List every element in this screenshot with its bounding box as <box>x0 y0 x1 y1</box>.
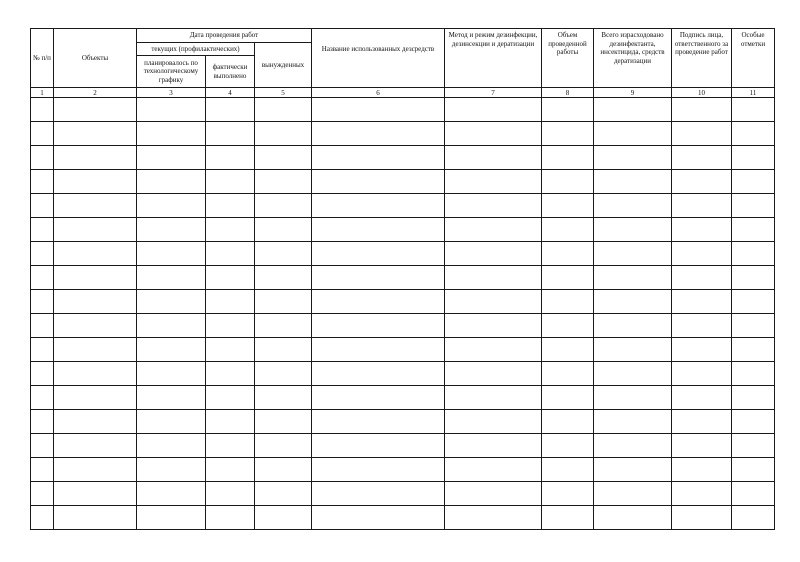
table-row <box>31 458 775 482</box>
table-cell[interactable] <box>672 482 732 506</box>
table-cell[interactable] <box>312 98 445 122</box>
table-row <box>31 266 775 290</box>
table-cell[interactable] <box>137 410 206 434</box>
table-cell[interactable] <box>672 386 732 410</box>
table-row <box>31 242 775 266</box>
table-cell[interactable] <box>255 338 312 362</box>
table-cell[interactable] <box>137 218 206 242</box>
table-cell[interactable] <box>31 266 54 290</box>
table-row <box>31 314 775 338</box>
table-cell[interactable] <box>206 146 255 170</box>
table-cell[interactable] <box>445 362 542 386</box>
table-cell[interactable] <box>732 506 775 530</box>
table-cell[interactable] <box>542 386 594 410</box>
table-cell[interactable] <box>255 218 312 242</box>
table-cell[interactable] <box>255 482 312 506</box>
table-cell[interactable] <box>54 266 137 290</box>
table-cell[interactable] <box>137 266 206 290</box>
table-cell[interactable] <box>206 362 255 386</box>
table-cell[interactable] <box>312 362 445 386</box>
table-row <box>31 434 775 458</box>
table-cell[interactable] <box>445 242 542 266</box>
column-number: 2 <box>54 88 137 98</box>
table-cell[interactable] <box>54 338 137 362</box>
table-cell[interactable] <box>312 242 445 266</box>
table-cell[interactable] <box>137 314 206 338</box>
table-cell[interactable] <box>137 122 206 146</box>
column-number: 6 <box>312 88 445 98</box>
table-cell[interactable] <box>542 242 594 266</box>
table-cell[interactable] <box>54 458 137 482</box>
table-cell[interactable] <box>732 410 775 434</box>
table-cell[interactable] <box>54 290 137 314</box>
table-cell[interactable] <box>31 434 54 458</box>
table-cell[interactable] <box>542 122 594 146</box>
table-cell[interactable] <box>672 122 732 146</box>
table-cell[interactable] <box>312 194 445 218</box>
table-cell[interactable] <box>672 266 732 290</box>
header-date-group: Дата проведения работ <box>137 29 312 43</box>
table-cell[interactable] <box>672 242 732 266</box>
column-number: 3 <box>137 88 206 98</box>
table-row <box>31 482 775 506</box>
table-cell[interactable] <box>542 170 594 194</box>
table-cell[interactable] <box>445 386 542 410</box>
table-cell[interactable] <box>445 410 542 434</box>
table-cell[interactable] <box>54 506 137 530</box>
table-cell[interactable] <box>732 98 775 122</box>
table-cell[interactable] <box>732 362 775 386</box>
column-number: 5 <box>255 88 312 98</box>
table-cell[interactable] <box>672 290 732 314</box>
table-cell[interactable] <box>31 242 54 266</box>
column-number: 4 <box>206 88 255 98</box>
table-cell[interactable] <box>255 290 312 314</box>
table-cell[interactable] <box>31 458 54 482</box>
table-cell[interactable] <box>594 218 672 242</box>
table-cell[interactable] <box>255 314 312 338</box>
header-no: № п/п <box>31 29 54 88</box>
table-row <box>31 338 775 362</box>
table-row <box>31 290 775 314</box>
table-cell[interactable] <box>594 362 672 386</box>
table-cell[interactable] <box>31 194 54 218</box>
table-cell[interactable] <box>206 218 255 242</box>
table-cell[interactable] <box>445 122 542 146</box>
table-cell[interactable] <box>732 122 775 146</box>
table-cell[interactable] <box>672 218 732 242</box>
table-cell[interactable] <box>445 338 542 362</box>
table-cell[interactable] <box>672 362 732 386</box>
table-cell[interactable] <box>54 362 137 386</box>
table-cell[interactable] <box>542 194 594 218</box>
table-cell[interactable] <box>594 122 672 146</box>
table-row <box>31 194 775 218</box>
table-row <box>31 146 775 170</box>
table-cell[interactable] <box>542 146 594 170</box>
table-cell[interactable] <box>445 170 542 194</box>
header-notes: Особые отметки <box>732 29 775 88</box>
table-cell[interactable] <box>542 506 594 530</box>
table-row <box>31 170 775 194</box>
table-cell[interactable] <box>542 266 594 290</box>
table-cell[interactable] <box>206 194 255 218</box>
table-cell[interactable] <box>31 410 54 434</box>
table-cell[interactable] <box>206 170 255 194</box>
table-cell[interactable] <box>54 386 137 410</box>
table-cell[interactable] <box>137 194 206 218</box>
table-row <box>31 386 775 410</box>
table-cell[interactable] <box>137 482 206 506</box>
table-cell[interactable] <box>31 122 54 146</box>
table-cell[interactable] <box>54 434 137 458</box>
table-cell[interactable] <box>672 434 732 458</box>
table-cell[interactable] <box>732 314 775 338</box>
table-cell[interactable] <box>54 146 137 170</box>
table-cell[interactable] <box>31 146 54 170</box>
table-cell[interactable] <box>672 146 732 170</box>
table-cell[interactable] <box>672 98 732 122</box>
table-cell[interactable] <box>54 314 137 338</box>
table-cell[interactable] <box>672 170 732 194</box>
header-current-group: текущих (профилактических) <box>137 43 255 56</box>
table-cell[interactable] <box>732 290 775 314</box>
table-cell[interactable] <box>31 98 54 122</box>
table-cell[interactable] <box>594 266 672 290</box>
table-cell[interactable] <box>445 314 542 338</box>
table-row <box>31 410 775 434</box>
table-cell[interactable] <box>137 338 206 362</box>
table-cell[interactable] <box>672 194 732 218</box>
table-cell[interactable] <box>594 482 672 506</box>
table-cell[interactable] <box>206 386 255 410</box>
table-cell[interactable] <box>255 410 312 434</box>
table-cell[interactable] <box>54 194 137 218</box>
table-cell[interactable] <box>312 434 445 458</box>
table-cell[interactable] <box>137 434 206 458</box>
table-cell[interactable] <box>31 386 54 410</box>
column-number: 10 <box>672 88 732 98</box>
header-planned: планировалось по технологическому графику <box>137 56 206 88</box>
table-cell[interactable] <box>206 506 255 530</box>
table-cell[interactable] <box>137 506 206 530</box>
table-cell[interactable] <box>137 458 206 482</box>
table-cell[interactable] <box>31 482 54 506</box>
table-cell[interactable] <box>31 506 54 530</box>
table-cell[interactable] <box>445 458 542 482</box>
table-cell[interactable] <box>732 218 775 242</box>
table-cell[interactable] <box>672 338 732 362</box>
table-cell[interactable] <box>594 434 672 458</box>
table-cell[interactable] <box>255 194 312 218</box>
table-cell[interactable] <box>542 458 594 482</box>
table-cell[interactable] <box>542 314 594 338</box>
table-cell[interactable] <box>732 194 775 218</box>
table-cell[interactable] <box>732 266 775 290</box>
table-cell[interactable] <box>594 146 672 170</box>
table-cell[interactable] <box>312 482 445 506</box>
table-cell[interactable] <box>312 314 445 338</box>
table-cell[interactable] <box>594 194 672 218</box>
table-cell[interactable] <box>594 458 672 482</box>
table-cell[interactable] <box>255 266 312 290</box>
table-cell[interactable] <box>312 170 445 194</box>
header-forced: вынужденных <box>255 43 312 88</box>
column-number: 11 <box>732 88 775 98</box>
table-cell[interactable] <box>732 338 775 362</box>
table-cell[interactable] <box>672 314 732 338</box>
table-cell[interactable] <box>672 458 732 482</box>
table-cell[interactable] <box>312 410 445 434</box>
table-cell[interactable] <box>445 434 542 458</box>
table-cell[interactable] <box>54 98 137 122</box>
table-cell[interactable] <box>732 434 775 458</box>
table-cell[interactable] <box>31 338 54 362</box>
table-cell[interactable] <box>542 338 594 362</box>
table-cell[interactable] <box>255 98 312 122</box>
table-cell[interactable] <box>594 242 672 266</box>
table-cell[interactable] <box>542 218 594 242</box>
table-cell[interactable] <box>137 98 206 122</box>
table-cell[interactable] <box>542 362 594 386</box>
header-volume: Объем проведенной работы <box>542 29 594 88</box>
table-cell[interactable] <box>206 410 255 434</box>
table-cell[interactable] <box>206 434 255 458</box>
table-cell[interactable] <box>732 482 775 506</box>
journal-table <box>30 28 775 530</box>
header-disinfectants: Название использованных дезсредств <box>312 29 445 88</box>
table-body <box>31 98 775 530</box>
column-number: 7 <box>445 88 542 98</box>
table-cell[interactable] <box>54 482 137 506</box>
table-cell[interactable] <box>54 410 137 434</box>
column-number: 1 <box>31 88 54 98</box>
table-cell[interactable] <box>255 122 312 146</box>
column-number: 8 <box>542 88 594 98</box>
header-signature: Подпись лица, ответственного за проведение работ <box>672 29 732 88</box>
table-cell[interactable] <box>31 290 54 314</box>
table-cell[interactable] <box>137 170 206 194</box>
table-cell[interactable] <box>255 386 312 410</box>
table-cell[interactable] <box>312 506 445 530</box>
table-cell[interactable] <box>312 338 445 362</box>
table-cell[interactable] <box>445 290 542 314</box>
table-cell[interactable] <box>31 170 54 194</box>
table-cell[interactable] <box>312 386 445 410</box>
table-cell[interactable] <box>594 386 672 410</box>
table-cell[interactable] <box>542 434 594 458</box>
table-row <box>31 122 775 146</box>
table-cell[interactable] <box>732 386 775 410</box>
table-cell[interactable] <box>594 314 672 338</box>
header-total-used: Всего израсходовано дезинфектанта, инсектицида, средств дератизации <box>594 29 672 88</box>
table-cell[interactable] <box>542 98 594 122</box>
table-cell[interactable] <box>255 146 312 170</box>
table-cell[interactable] <box>255 362 312 386</box>
table-cell[interactable] <box>312 122 445 146</box>
table-cell[interactable] <box>206 242 255 266</box>
table-cell[interactable] <box>255 170 312 194</box>
table-cell[interactable] <box>137 386 206 410</box>
table-row <box>31 362 775 386</box>
table-cell[interactable] <box>312 266 445 290</box>
table-row <box>31 218 775 242</box>
table-cell[interactable] <box>255 506 312 530</box>
table-cell[interactable] <box>137 290 206 314</box>
table-cell[interactable] <box>312 218 445 242</box>
table-cell[interactable] <box>312 290 445 314</box>
table-cell[interactable] <box>594 170 672 194</box>
table-cell[interactable] <box>255 242 312 266</box>
header-actual: фактически выполнено <box>206 56 255 88</box>
table-cell[interactable] <box>206 482 255 506</box>
table-cell[interactable] <box>594 410 672 434</box>
table-cell[interactable] <box>206 98 255 122</box>
table-cell[interactable] <box>206 122 255 146</box>
table-row <box>31 98 775 122</box>
table-cell[interactable] <box>445 194 542 218</box>
table-cell[interactable] <box>445 482 542 506</box>
table-cell[interactable] <box>206 266 255 290</box>
table-cell[interactable] <box>54 122 137 146</box>
table-cell[interactable] <box>255 458 312 482</box>
table-cell[interactable] <box>137 362 206 386</box>
table-cell[interactable] <box>255 434 312 458</box>
column-number-row <box>31 88 775 98</box>
table-cell[interactable] <box>31 362 54 386</box>
table-cell[interactable] <box>206 314 255 338</box>
table-cell[interactable] <box>312 458 445 482</box>
table-cell[interactable] <box>31 314 54 338</box>
table-cell[interactable] <box>445 218 542 242</box>
table-cell[interactable] <box>137 242 206 266</box>
table-cell[interactable] <box>54 218 137 242</box>
table-cell[interactable] <box>594 338 672 362</box>
table-cell[interactable] <box>445 266 542 290</box>
table-cell[interactable] <box>54 242 137 266</box>
table-cell[interactable] <box>594 290 672 314</box>
table-cell[interactable] <box>137 146 206 170</box>
table-cell[interactable] <box>54 170 137 194</box>
table-cell[interactable] <box>445 98 542 122</box>
table-cell[interactable] <box>542 482 594 506</box>
table-cell[interactable] <box>206 338 255 362</box>
table-cell[interactable] <box>732 146 775 170</box>
table-cell[interactable] <box>732 458 775 482</box>
table-cell[interactable] <box>732 242 775 266</box>
header-method: Метод и режим дезинфекции, дезинсекции и дератизации <box>445 29 542 88</box>
table-cell[interactable] <box>206 290 255 314</box>
column-number: 9 <box>594 88 672 98</box>
table-cell[interactable] <box>542 290 594 314</box>
table-cell[interactable] <box>732 170 775 194</box>
table-row <box>31 506 775 530</box>
table-cell[interactable] <box>31 218 54 242</box>
table-cell[interactable] <box>594 98 672 122</box>
table-cell[interactable] <box>594 506 672 530</box>
header-objects: Объекты <box>54 29 137 88</box>
table-cell[interactable] <box>445 146 542 170</box>
table-cell[interactable] <box>206 458 255 482</box>
table-cell[interactable] <box>445 506 542 530</box>
table-cell[interactable] <box>312 146 445 170</box>
table-cell[interactable] <box>542 410 594 434</box>
table-cell[interactable] <box>672 410 732 434</box>
table-cell[interactable] <box>672 506 732 530</box>
